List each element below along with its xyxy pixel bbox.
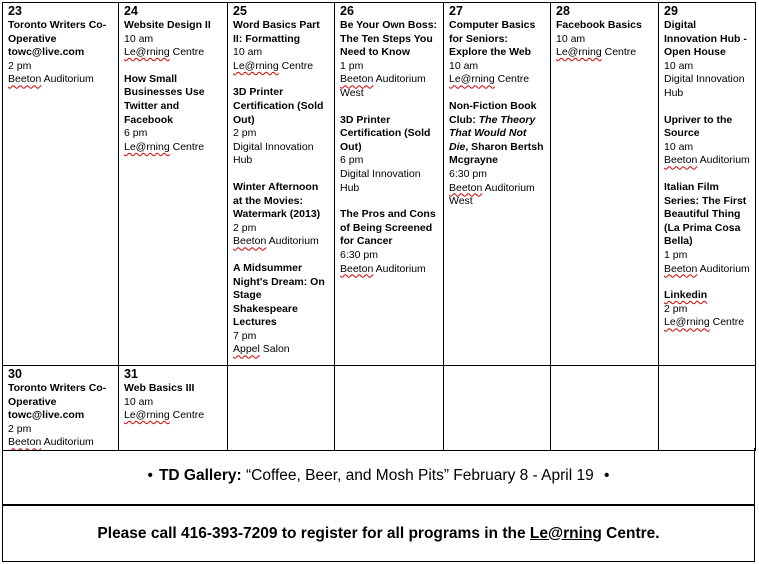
day-number: 24	[124, 4, 138, 18]
day-number: 25	[233, 4, 247, 18]
day-cell-24	[119, 3, 228, 366]
event	[124, 19, 222, 60]
event-title: 3D Printer Certification (Sold Out)	[233, 86, 324, 126]
event-time: 2 pm	[664, 302, 688, 315]
event-title: Web Basics III	[124, 382, 195, 394]
event	[449, 19, 545, 87]
event-location: Beeton Auditorium	[664, 262, 750, 275]
event-time: 7 pm	[233, 329, 257, 342]
event-time: 10 am	[449, 59, 479, 72]
day-cell-29	[659, 3, 756, 366]
event-title: 3D Printer Certification (Sold Out)	[340, 113, 431, 153]
event	[340, 114, 438, 196]
event-title: Upriver to the Source	[664, 113, 733, 140]
event	[340, 19, 438, 101]
event-location: Beeton Auditorium West	[340, 73, 426, 99]
event-title: Word Basics Part II: Formatting	[233, 19, 320, 45]
empty-cell	[551, 366, 659, 451]
event	[556, 19, 653, 60]
event: Toronto Writers Co-Operative towc@live.com 2 pm Beeton Auditorium	[8, 19, 113, 87]
event-location: Digital Innovation Hub	[233, 140, 314, 167]
empty-cell	[659, 366, 756, 451]
event-time: 1 pm	[340, 59, 364, 72]
event-location: Digital Innovation Hub	[340, 167, 421, 194]
event-time: 10 am	[233, 46, 263, 59]
event-location: Le@rning Centre	[664, 316, 745, 329]
day-cell-30	[3, 366, 119, 451]
day-cell-27	[444, 3, 551, 366]
event-title: Digital Innovation Hub - Open House	[664, 19, 747, 59]
event-title: The Pros and Cons of Being Screened for Cancer	[340, 208, 436, 248]
event	[233, 86, 329, 168]
event-title: Facebook Basics	[556, 19, 642, 31]
event-time: 10 am	[556, 32, 586, 45]
event-time: 6 pm	[124, 127, 148, 140]
event-time: 6:30 pm	[340, 248, 378, 261]
event-location: Appel Salon	[233, 343, 290, 356]
event-title: Italian Film Series: The First Beautiful Thing (La Prima Cosa Bella)	[664, 180, 747, 248]
event-location: Beeton Auditorium	[8, 436, 94, 449]
event-time: 6 pm	[340, 154, 364, 167]
event	[664, 114, 750, 168]
day-number: 29	[664, 4, 678, 18]
event-title: Be Your Own Boss: The Ten Steps You Need to Know	[340, 19, 438, 59]
event-title: Computer Basics for Seniors: Explore the Web	[449, 19, 536, 59]
footer-suffix: Centre.	[601, 524, 660, 542]
day-cell-28	[551, 3, 659, 366]
event-title: Non-Fiction Book Club: The Theory That Would Not Die, Sharon Bertsh Mcgrayne	[449, 99, 544, 167]
event-time: 2 pm	[8, 59, 32, 72]
event	[664, 19, 750, 101]
event-time: 10 am	[664, 140, 694, 153]
registration-footer	[2, 505, 755, 562]
event-time: 2 pm	[233, 127, 257, 140]
event-time: 10 am	[124, 395, 154, 408]
event-location: Beeton Auditorium	[233, 235, 319, 248]
gallery-text: “Coffee, Beer, and Mosh Pits” February 8 - April 19	[241, 467, 599, 484]
event-time: 6:30 pm	[449, 167, 487, 180]
calendar-grid	[2, 2, 756, 451]
event-location: Le@rning Centre	[124, 140, 205, 153]
event	[340, 208, 438, 276]
event-location: Le@rning Centre	[556, 46, 637, 59]
day-cell-23	[3, 3, 119, 366]
event-location: Le@rning Centre	[124, 46, 205, 59]
event-time: 2 pm	[233, 221, 257, 234]
event	[449, 100, 545, 209]
empty-cell	[228, 366, 335, 451]
event-title: Linkedin	[664, 289, 708, 302]
event-time: 1 pm	[664, 248, 688, 261]
event-location: Digital Innovation Hub	[664, 73, 745, 99]
empty-cell	[444, 366, 551, 451]
event-location: Le@rning Centre	[124, 409, 205, 422]
empty-cell	[335, 366, 444, 451]
footer-prefix: Please call 416-393-7209 to register for all programs in the	[97, 524, 530, 542]
calendar-week-row	[3, 366, 756, 451]
day-cell-26	[335, 3, 444, 366]
event-time: 10 am	[664, 59, 694, 72]
bullet: •	[604, 467, 610, 484]
event-location: Beeton Auditorium	[340, 262, 426, 275]
event: Toronto Writers Co-Operative towc@live.com 2 pm Beeton Auditorium	[8, 382, 113, 450]
event	[233, 181, 329, 249]
day-number: 31	[124, 367, 138, 381]
event	[124, 382, 222, 423]
event-location: Le@rning Centre	[449, 73, 530, 86]
event-title: Winter Afternoon at the Movies: Watermark (2013)	[233, 180, 321, 221]
event-location: Beeton Auditorium	[8, 73, 94, 86]
day-number: 30	[8, 367, 22, 381]
event	[664, 181, 750, 276]
event	[233, 262, 329, 357]
event	[124, 73, 222, 155]
calendar-week-row	[3, 3, 756, 366]
event-location: Le@rning Centre	[233, 59, 314, 72]
event-title: How Small Businesses Use Twitter and Facebook	[124, 72, 205, 126]
event-title: A Midsummer Night's Dream: On Stage Shakespeare Lectures	[233, 261, 325, 329]
learning-centre-link[interactable]: Le@rning	[529, 524, 602, 542]
event-time: 10 am	[124, 32, 154, 45]
day-number: 26	[340, 4, 354, 18]
day-number: 27	[449, 4, 463, 18]
event	[233, 19, 329, 73]
event	[664, 289, 750, 330]
gallery-banner	[2, 448, 755, 505]
day-cell-25	[228, 3, 335, 366]
gallery-label: TD Gallery:	[158, 467, 242, 484]
day-cell-31	[119, 366, 228, 451]
day-number: 23	[8, 4, 22, 18]
event-location: Beeton Auditorium West	[449, 181, 535, 208]
day-number: 28	[556, 4, 570, 18]
event-title: Website Design II	[124, 19, 211, 31]
bullet: •	[147, 467, 153, 484]
event-location: Beeton Auditorium	[664, 154, 750, 167]
event-time: 2 pm	[8, 422, 32, 435]
